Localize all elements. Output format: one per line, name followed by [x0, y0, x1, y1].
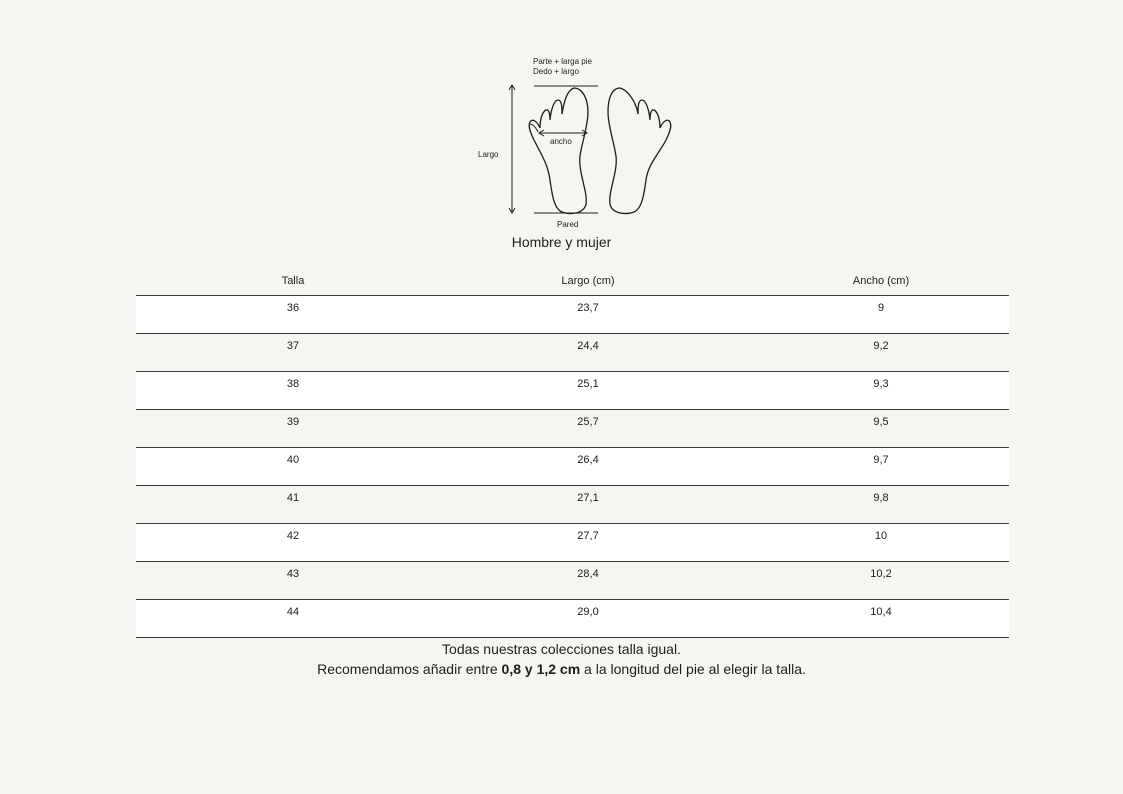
cell-length: 27,7 [577, 530, 599, 542]
cell-width: 9 [877, 302, 885, 314]
cell-width: 10 [874, 530, 888, 542]
footer-highlight: 0,8 y 1,2 cm [501, 661, 581, 677]
table-row [136, 524, 1009, 562]
cell-width: 9,2 [873, 340, 889, 352]
footer-line-2-prefix: Recomendamos añadir entre [317, 661, 502, 677]
cell-length: 23,7 [577, 302, 599, 314]
cell-width: 9,8 [873, 492, 889, 504]
cell-size: 43 [286, 568, 300, 580]
table-header [136, 270, 1009, 296]
foot-measurement-diagram [470, 52, 690, 236]
table-row [136, 600, 1009, 638]
cell-width: 10,4 [870, 606, 892, 618]
table-row [136, 448, 1009, 486]
cell-size: 44 [286, 606, 300, 618]
cell-size: 38 [286, 378, 300, 390]
label-length: Largo [478, 150, 499, 159]
table-row [136, 486, 1009, 524]
footer-line-1: Todas nuestras colecciones talla igual. [442, 641, 681, 657]
cell-size: 39 [286, 416, 300, 428]
footer-note [0, 639, 1123, 679]
cell-width: 9,7 [873, 454, 889, 466]
cell-size: 40 [286, 454, 300, 466]
cell-length: 27,1 [577, 492, 599, 504]
diagram-subtitle: Hombre y mujer [511, 234, 612, 250]
cell-size: 37 [286, 340, 300, 352]
size-table [136, 270, 1009, 638]
cell-length: 28,4 [577, 568, 599, 580]
table-row [136, 410, 1009, 448]
table-row [136, 334, 1009, 372]
footer-line-2 [0, 659, 1123, 679]
header-width: Ancho (cm) [852, 275, 910, 287]
foot-outline-icon [470, 52, 690, 236]
table-row [136, 372, 1009, 410]
cell-length: 29,0 [577, 606, 599, 618]
cell-width: 10,2 [870, 568, 892, 580]
cell-width: 9,5 [873, 416, 889, 428]
cell-width: 9,3 [873, 378, 889, 390]
label-width: ancho [550, 137, 572, 146]
cell-length: 24,4 [577, 340, 599, 352]
cell-length: 25,7 [577, 416, 599, 428]
table-row [136, 562, 1009, 600]
label-longest-part: Parte + larga pie [533, 57, 592, 66]
cell-length: 25,1 [577, 378, 599, 390]
label-longest-toe: Dedo + largo [533, 67, 580, 76]
cell-size: 42 [286, 530, 300, 542]
header-size: Talla [281, 275, 305, 287]
cell-size: 41 [286, 492, 300, 504]
cell-size: 36 [286, 302, 300, 314]
cell-length: 26,4 [577, 454, 599, 466]
table-row [136, 296, 1009, 334]
header-length: Largo (cm) [561, 275, 615, 287]
label-wall: Pared [557, 220, 579, 229]
footer-line-2-suffix: a la longitud del pie al elegir la talla. [580, 661, 806, 677]
